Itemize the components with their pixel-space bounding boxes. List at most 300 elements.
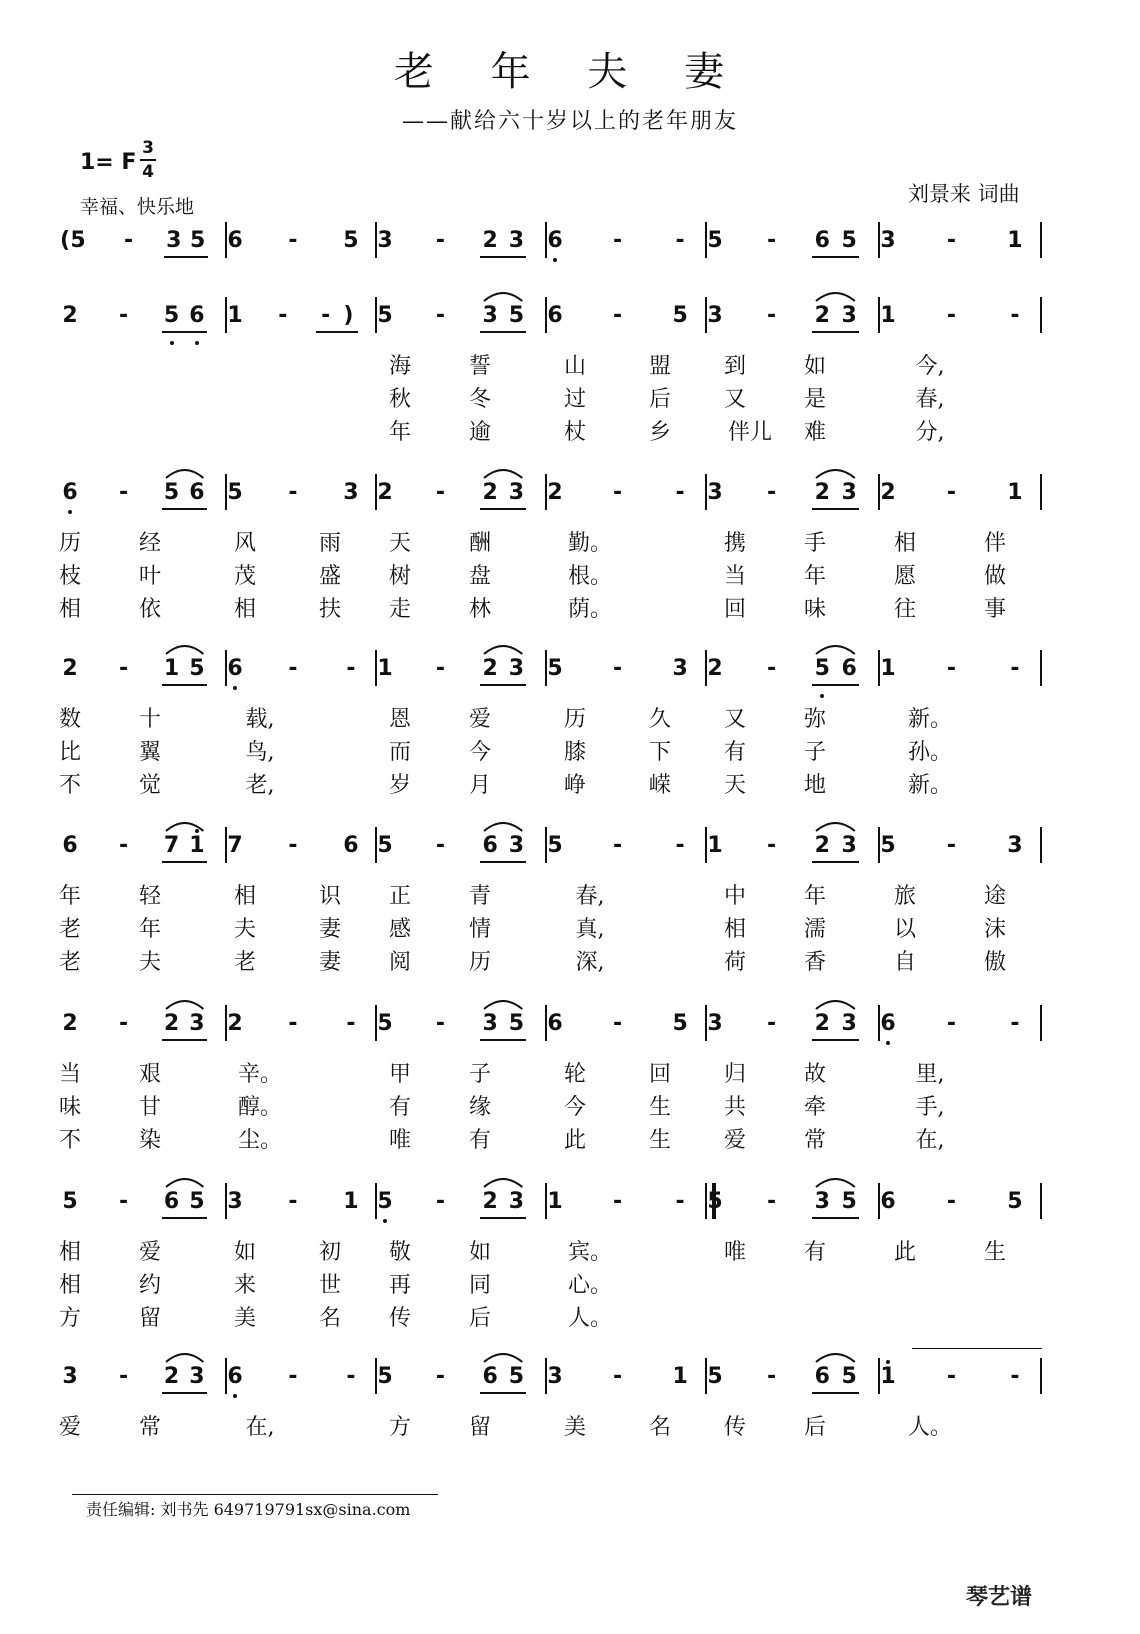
- dash-note: -: [119, 1364, 129, 1389]
- eighth-beam: [812, 256, 859, 258]
- note: 3: [880, 228, 896, 253]
- lyric-syllable: 傲: [983, 950, 1006, 975]
- lyric-syllable: 唯: [723, 1240, 746, 1265]
- note: 3: [166, 228, 182, 253]
- note: 3: [1007, 833, 1023, 858]
- dash-note: -: [767, 1011, 777, 1036]
- lyric-syllable: 相: [723, 917, 746, 942]
- lyric-syllable: 当: [723, 564, 746, 589]
- lyric-syllable: 真,: [575, 917, 605, 942]
- dash-note: -: [123, 228, 134, 253]
- song-title: 老 年 夫 妻: [393, 49, 747, 95]
- dash-note: -: [612, 833, 623, 858]
- note: 2: [547, 480, 563, 505]
- lyric-syllable: 途: [983, 884, 1006, 909]
- dash-note: -: [288, 1364, 298, 1389]
- lyric-syllable: 正: [388, 884, 411, 909]
- low-octave-dot: [233, 1394, 237, 1398]
- note: 3: [189, 1364, 205, 1389]
- note: 1: [880, 1364, 896, 1389]
- lyric-syllable: 初: [318, 1240, 341, 1265]
- note: 6: [343, 833, 359, 858]
- lyric-syllable: 老: [58, 917, 81, 942]
- eighth-beam: [162, 508, 207, 510]
- lyric-syllable: 十: [138, 707, 161, 732]
- eighth-beam: [162, 1392, 207, 1394]
- lyric-syllable: 难: [803, 420, 826, 445]
- dash-note: -: [346, 1364, 356, 1389]
- dash-note: -: [321, 303, 331, 328]
- note: 2: [227, 1011, 243, 1036]
- lyric-syllable: 经: [138, 531, 161, 556]
- dash-note: -: [119, 480, 129, 505]
- note: 3: [508, 833, 525, 858]
- note: 5: [880, 833, 896, 858]
- dash-note: -: [767, 228, 777, 253]
- lyric-syllable: 味: [803, 597, 826, 622]
- lyric-syllable: 阅: [388, 950, 411, 975]
- lyric-syllable: 感: [388, 917, 411, 942]
- dash-note: -: [1010, 303, 1020, 328]
- lyric-syllable: 过: [563, 387, 586, 412]
- lyric-syllable: 相: [233, 884, 256, 909]
- note: 2: [163, 1011, 180, 1036]
- dash-note: -: [946, 1189, 957, 1214]
- lyric-syllable: 又: [723, 707, 746, 732]
- dash-note: -: [119, 303, 129, 328]
- note: 3: [841, 303, 857, 328]
- slur-mark: [164, 819, 205, 833]
- lyric-syllable: 天: [388, 531, 411, 556]
- eighth-beam: [812, 684, 859, 686]
- close-paren: ): [343, 303, 354, 328]
- note: 5: [547, 656, 563, 681]
- eighth-beam: [812, 861, 859, 863]
- lyric-syllable: 新。: [907, 773, 952, 798]
- lyric-syllable: 轻: [138, 884, 161, 909]
- lyric-syllable: 山: [563, 354, 586, 379]
- lyric-syllable: 方: [58, 1306, 81, 1331]
- note: 1: [1007, 480, 1023, 505]
- note: 5: [377, 1189, 393, 1214]
- lyric-syllable: 弥: [803, 707, 826, 732]
- lyric-syllable: 荷: [723, 950, 746, 975]
- barline: [1040, 1005, 1042, 1041]
- note: 6: [189, 480, 205, 505]
- note: 5: [707, 1364, 723, 1389]
- note: 2: [482, 656, 498, 681]
- note: 1: [707, 833, 723, 858]
- low-octave-dot: [383, 1219, 387, 1223]
- lyric-syllable: 夫: [233, 917, 256, 942]
- lyric-syllable: 嵘: [648, 773, 671, 798]
- lyric-syllable: 孙。: [907, 740, 952, 765]
- lyric-syllable: 愿: [893, 564, 916, 589]
- lyric-syllable: 甘: [138, 1095, 161, 1120]
- note: 5: [163, 480, 180, 505]
- eighth-beam: [480, 1217, 526, 1219]
- lyric-syllable: 回: [723, 597, 746, 622]
- lyric-syllable: 根。: [567, 564, 612, 589]
- lyric-syllable: 生: [983, 1240, 1006, 1265]
- lyric-syllable: 常: [138, 1415, 161, 1440]
- eighth-beam: [162, 1217, 207, 1219]
- eighth-beam: [162, 1039, 207, 1041]
- note: 6: [814, 228, 830, 253]
- lyric-syllable: 里,: [915, 1062, 945, 1087]
- dash-note: -: [435, 480, 446, 505]
- note: 3: [508, 480, 525, 505]
- staff-line: [0, 1011, 1140, 1171]
- lyric-syllable: 辛。: [237, 1062, 282, 1087]
- barline: [1040, 650, 1042, 686]
- dash-note: -: [946, 656, 957, 681]
- barline: [1040, 1358, 1042, 1394]
- note: 5: [189, 1189, 205, 1214]
- note: 6: [227, 656, 243, 681]
- dash-note: -: [612, 480, 623, 505]
- lyric-syllable: 觉: [138, 773, 161, 798]
- dash-note: -: [119, 656, 129, 681]
- note: 2: [814, 480, 830, 505]
- lyric-syllable: 春,: [575, 884, 605, 909]
- slur-mark: [814, 1350, 857, 1364]
- note: 5: [377, 1364, 393, 1389]
- lyric-syllable: 雨: [318, 531, 341, 556]
- note: 3: [508, 656, 525, 681]
- lyric-syllable: 历: [468, 950, 491, 975]
- lyric-syllable: 后: [803, 1415, 826, 1440]
- slur-mark: [482, 466, 524, 480]
- dash-note: -: [946, 303, 957, 328]
- dash-note: -: [946, 480, 957, 505]
- lyric-syllable: 中: [723, 884, 746, 909]
- note: 3: [189, 1011, 205, 1036]
- dash-note: -: [675, 228, 685, 253]
- note: 6: [227, 1364, 243, 1389]
- eighth-beam: [316, 331, 359, 333]
- lyric-syllable: 夫: [138, 950, 161, 975]
- lyric-syllable: 岁: [388, 773, 411, 798]
- lyric-syllable: 濡: [803, 917, 826, 942]
- barline: [1040, 1183, 1042, 1219]
- lyric-syllable: 秋: [388, 387, 411, 412]
- note: 3: [343, 480, 359, 505]
- lyric-syllable: 妻: [318, 917, 341, 942]
- lyric-syllable: 生: [648, 1128, 671, 1153]
- lyric-syllable: 扶: [318, 597, 341, 622]
- note: 1: [189, 833, 205, 858]
- dash-note: -: [767, 480, 777, 505]
- note: 3: [508, 1189, 525, 1214]
- note: 5: [841, 228, 857, 253]
- note: 1: [163, 656, 180, 681]
- lyric-syllable: 翼: [138, 740, 161, 765]
- note: 2: [62, 656, 78, 681]
- lyric-syllable: 手: [803, 531, 826, 556]
- lyric-syllable: 常: [803, 1128, 826, 1153]
- note: 2: [880, 480, 896, 505]
- slur-mark: [164, 997, 205, 1011]
- note: 2: [814, 303, 830, 328]
- slur-mark: [814, 997, 857, 1011]
- lyric-syllable: 叶: [138, 564, 161, 589]
- lyric-syllable: 春,: [915, 387, 945, 412]
- lyric-syllable: 事: [983, 597, 1006, 622]
- low-octave-dot: [553, 258, 557, 262]
- lyric-syllable: 历: [563, 707, 586, 732]
- note: 5: [1007, 1189, 1023, 1214]
- note: 6: [814, 1364, 830, 1389]
- lyric-syllable: 以: [893, 917, 916, 942]
- lyric-syllable: 月: [468, 773, 491, 798]
- dash-note: -: [288, 228, 298, 253]
- lyric-syllable: 美: [563, 1415, 586, 1440]
- lyric-syllable: 又: [723, 387, 746, 412]
- dash-note: -: [675, 1189, 685, 1214]
- note: 2: [482, 228, 498, 253]
- lyric-syllable: 勤。: [567, 531, 612, 556]
- note: 6: [547, 303, 563, 328]
- staff-line: [0, 303, 1140, 463]
- lyric-syllable: 不: [58, 773, 81, 798]
- lyric-syllable: 盘: [468, 564, 491, 589]
- high-octave-dot: [886, 1360, 890, 1364]
- lyric-syllable: 地: [803, 773, 826, 798]
- lyric-syllable: 宾。: [567, 1240, 612, 1265]
- lyric-syllable: 在,: [245, 1415, 275, 1440]
- lyric-syllable: 如: [468, 1240, 491, 1265]
- lyric-syllable: 枝: [58, 564, 81, 589]
- lyric-syllable: 今,: [915, 354, 945, 379]
- lyric-syllable: 染: [138, 1128, 161, 1153]
- lyric-syllable: 香: [803, 950, 826, 975]
- dash-note: -: [288, 1011, 298, 1036]
- note: 6: [547, 1011, 563, 1036]
- lyric-syllable: 不: [58, 1128, 81, 1153]
- lyric-syllable: 数: [58, 707, 81, 732]
- slur-mark: [164, 466, 205, 480]
- lyric-syllable: 心。: [567, 1273, 612, 1298]
- dash-note: -: [612, 656, 623, 681]
- lyric-syllable: 美: [233, 1306, 256, 1331]
- site-logo: 琴艺谱: [966, 1585, 1033, 1610]
- lyric-syllable: 爱: [723, 1128, 746, 1153]
- key-signature: 1= F: [80, 150, 137, 175]
- lyric-syllable: 来: [233, 1273, 256, 1298]
- eighth-beam: [480, 331, 526, 333]
- dash-note: -: [119, 833, 129, 858]
- eighth-beam: [162, 684, 207, 686]
- staff-line: [0, 833, 1140, 993]
- note: 6: [482, 833, 498, 858]
- lyric-syllable: 轮: [563, 1062, 586, 1087]
- dash-note: -: [767, 1364, 777, 1389]
- dash-note: -: [612, 1011, 623, 1036]
- dash-note: -: [767, 1189, 777, 1214]
- lyric-syllable: 名: [318, 1306, 341, 1331]
- eighth-beam: [480, 508, 526, 510]
- lyric-syllable: 缘: [468, 1095, 491, 1120]
- dash-note: -: [435, 1189, 446, 1214]
- eighth-beam: [480, 861, 526, 863]
- slur-mark: [814, 1175, 857, 1189]
- note: 3: [707, 303, 723, 328]
- lyric-syllable: 青: [468, 884, 491, 909]
- lyric-syllable: 老: [233, 950, 256, 975]
- note: 6: [841, 656, 857, 681]
- slur-mark: [482, 289, 524, 303]
- lyric-syllable: 杖: [563, 420, 586, 445]
- note: 2: [163, 1364, 180, 1389]
- eighth-beam: [812, 1392, 859, 1394]
- note: 3: [482, 1011, 498, 1036]
- note: 6: [880, 1011, 896, 1036]
- lyric-syllable: 在,: [915, 1128, 945, 1153]
- lyric-syllable: 爱: [58, 1415, 81, 1440]
- note: 3: [707, 480, 723, 505]
- note: 5: [377, 833, 393, 858]
- lyric-syllable: 唯: [388, 1128, 411, 1153]
- low-octave-dot: [195, 341, 199, 345]
- slur-mark: [814, 819, 857, 833]
- lyric-syllable: 传: [388, 1306, 411, 1331]
- lyric-syllable: 年: [803, 884, 826, 909]
- lyric-syllable: 爱: [468, 707, 491, 732]
- eighth-beam: [480, 1392, 526, 1394]
- slur-mark: [814, 289, 857, 303]
- lyric-syllable: 归: [723, 1062, 746, 1087]
- note: 3: [227, 1189, 243, 1214]
- note: 3: [377, 228, 393, 253]
- time-sig-bottom: 4: [142, 162, 154, 182]
- note: 3: [62, 1364, 78, 1389]
- lyric-syllable: 情: [468, 917, 491, 942]
- lyric-syllable: 沫: [983, 917, 1006, 942]
- dash-note: -: [435, 833, 446, 858]
- lyric-syllable: 生: [648, 1095, 671, 1120]
- note: 7: [163, 833, 180, 858]
- lyric-syllable: 誓: [468, 354, 491, 379]
- barline: [1040, 297, 1042, 333]
- slur-mark: [482, 1175, 524, 1189]
- lyric-syllable: 尘。: [237, 1128, 282, 1153]
- low-octave-dot: [170, 341, 174, 345]
- lyric-syllable: 名: [648, 1415, 671, 1440]
- dash-note: -: [119, 1189, 129, 1214]
- note: 5: [547, 833, 563, 858]
- note: 3: [841, 480, 857, 505]
- lyric-syllable: 恩: [388, 707, 411, 732]
- eighth-beam: [162, 861, 207, 863]
- note: 1: [227, 303, 243, 328]
- note: 2: [482, 1189, 498, 1214]
- note: 1: [343, 1189, 359, 1214]
- slur-mark: [164, 1350, 205, 1364]
- lyric-syllable: 故: [803, 1062, 826, 1087]
- lyric-syllable: 荫。: [567, 597, 612, 622]
- lyric-syllable: 爱: [138, 1240, 161, 1265]
- low-octave-dot: [886, 1041, 890, 1045]
- lyric-syllable: 如: [803, 354, 826, 379]
- note: 1: [880, 303, 896, 328]
- note: 7: [227, 833, 243, 858]
- lyric-syllable: 年: [388, 420, 411, 445]
- lyric-syllable: 留: [138, 1306, 161, 1331]
- dash-note: -: [946, 1364, 957, 1389]
- lyric-syllable: 逾: [468, 420, 491, 445]
- lyric-syllable: 味: [58, 1095, 81, 1120]
- note: 5: [707, 228, 723, 253]
- lyric-syllable: 人。: [567, 1306, 612, 1331]
- lyric-syllable: 树: [388, 564, 411, 589]
- eighth-beam: [162, 331, 207, 333]
- lyric-syllable: 乡: [648, 420, 671, 445]
- note: 1: [377, 656, 393, 681]
- slur-mark: [164, 1175, 205, 1189]
- note: 5: [190, 228, 206, 253]
- lyric-syllable: 牵: [803, 1095, 826, 1120]
- lyric-syllable: 而: [388, 740, 411, 765]
- dash-note: -: [767, 303, 777, 328]
- lyric-syllable: 后: [468, 1306, 491, 1331]
- lyric-syllable: 历: [58, 531, 81, 556]
- lyric-syllable: 有: [803, 1240, 826, 1265]
- slur-mark: [164, 642, 205, 656]
- lyric-syllable: 鸟,: [245, 740, 275, 765]
- lyric-syllable: 此: [893, 1240, 916, 1265]
- lyric-syllable: 方: [388, 1415, 411, 1440]
- note: 3: [547, 1364, 563, 1389]
- note: 5: [377, 303, 393, 328]
- lyric-syllable: 世: [318, 1273, 341, 1298]
- open-paren: (: [60, 228, 71, 253]
- lyric-syllable: 到: [723, 354, 746, 379]
- note: 5: [841, 1189, 857, 1214]
- dash-note: -: [435, 228, 446, 253]
- note: 5: [707, 1189, 723, 1214]
- note: 6: [482, 1364, 498, 1389]
- lyric-syllable: 识: [318, 884, 341, 909]
- lyric-syllable: 新。: [907, 707, 952, 732]
- lyric-syllable: 留: [468, 1415, 491, 1440]
- staff-line: [0, 1189, 1140, 1349]
- dash-note: -: [346, 656, 356, 681]
- lyric-syllable: 再: [388, 1273, 411, 1298]
- note: 2: [62, 303, 78, 328]
- footer-editor: 责任编辑: 刘书先 649719791sx@sina.com: [86, 1500, 411, 1519]
- slur-mark: [482, 1350, 524, 1364]
- note: 2: [814, 1011, 830, 1036]
- lyric-syllable: 醇。: [237, 1095, 282, 1120]
- lyric-syllable: 膝: [563, 740, 586, 765]
- note: 6: [880, 1189, 896, 1214]
- note: 2: [707, 656, 723, 681]
- note: 2: [62, 1011, 78, 1036]
- note: 3: [707, 1011, 723, 1036]
- dash-note: -: [946, 228, 957, 253]
- lyric-syllable: 此: [563, 1128, 586, 1153]
- lyric-syllable: 同: [468, 1273, 491, 1298]
- slur-mark: [482, 819, 524, 833]
- lyric-syllable: 甲: [388, 1062, 411, 1087]
- dash-note: -: [346, 1011, 356, 1036]
- lyric-syllable: 自: [893, 950, 916, 975]
- note: 5: [163, 303, 180, 328]
- slur-mark: [814, 642, 857, 656]
- lyric-syllable: 传: [723, 1415, 746, 1440]
- lyric-syllable: 回: [648, 1062, 671, 1087]
